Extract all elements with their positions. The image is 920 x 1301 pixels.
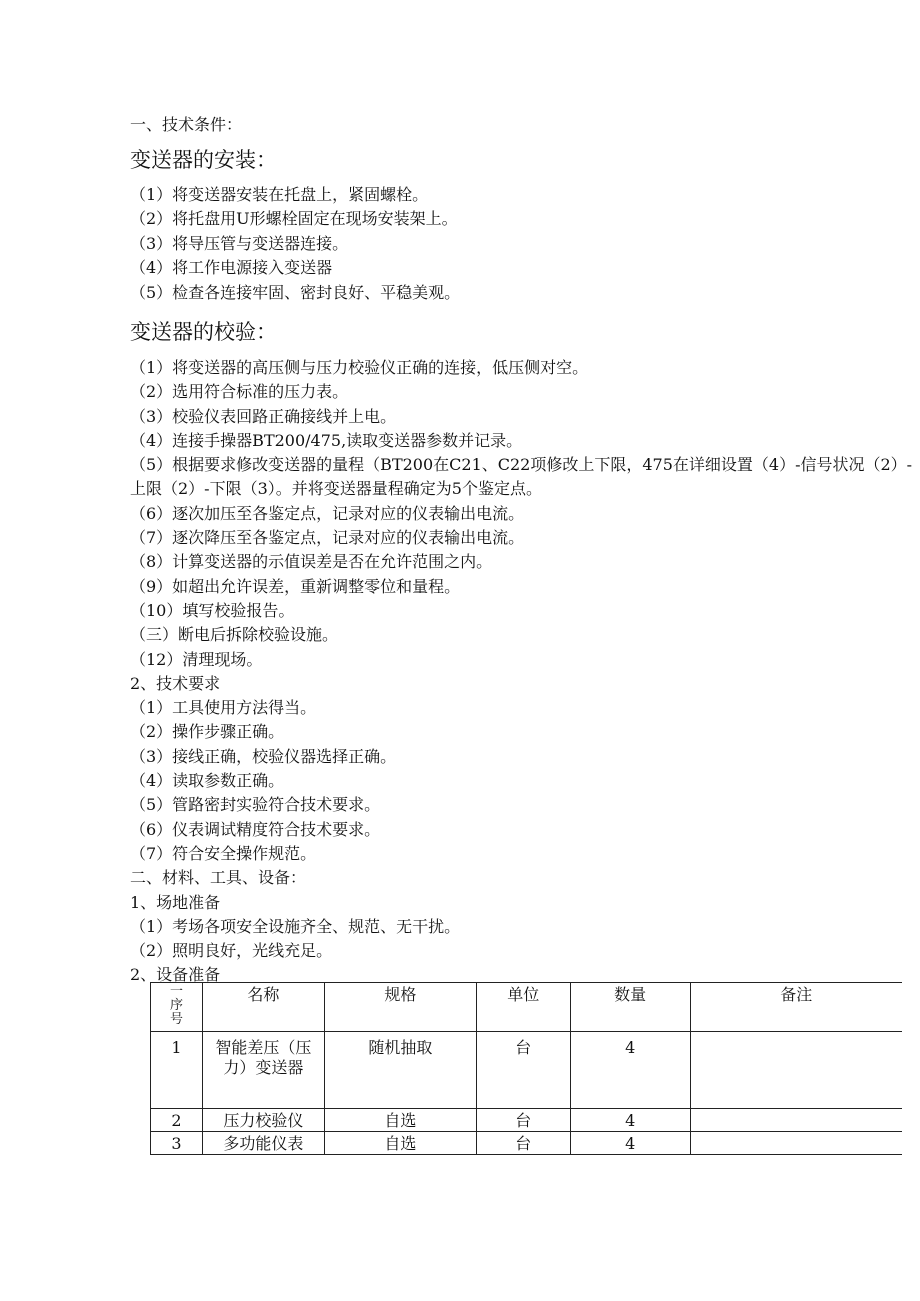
list-item: （1）将变送器安装在托盘上，紧固螺栓。 — [130, 185, 429, 204]
list-item: （5）根据要求修改变送器的量程（BT200在C21、C22项修改上下限，475在详细设置（4）-信号状况（2）-上限（2）-下限（3）。并将变送器量程确定为5个鉴定点。 — [130, 455, 913, 499]
cell-spec: 随机抽取 — [324, 1032, 476, 1109]
cell-qty: 4 — [570, 1109, 690, 1132]
list-item: （三）断电后拆除校验设施。 — [130, 625, 339, 645]
cell-qty: 4 — [570, 1132, 690, 1155]
list-item: （6）逐次加压至各鉴定点，记录对应的仪表输出电流。 — [130, 503, 525, 523]
list-item: （5）检查各连接牢固、密封良好、平稳美观。 — [130, 282, 461, 302]
equipment-table — [150, 982, 902, 1155]
list-item: （1）考场各项安全设施齐全、规范、无干扰。 — [130, 916, 461, 936]
install-steps-list — [130, 183, 460, 305]
list-item: （12）清理现场。 — [130, 649, 263, 669]
header-unit: 单位 — [476, 983, 570, 1032]
section-2-2-title: 2、设备准备 — [130, 965, 221, 985]
list-item: （8）计算变送器的示值误差是否在允许范围之内。 — [130, 552, 493, 572]
cell-note — [690, 1132, 902, 1155]
list-item: （3）校验仪表回路正确接线并上电。 — [130, 406, 397, 426]
list-item: （4）将工作电源接入变送器 — [130, 258, 333, 278]
list-item: （2）操作步骤正确。 — [130, 722, 285, 742]
list-item: （2）照明良好，光线充足。 — [130, 941, 333, 961]
list-item: （1）工具使用方法得当。 — [130, 698, 317, 718]
table-header-row — [151, 983, 903, 1032]
list-item: （1）将变送器的高压侧与压力校验仪正确的连接，低压侧对空。 — [130, 358, 589, 377]
cell-note — [690, 1109, 902, 1132]
header-spec: 规格 — [324, 983, 476, 1032]
cell-qty: 4 — [570, 1032, 690, 1109]
table-row — [151, 1109, 903, 1132]
section-1-2-title: 2、技术要求 — [130, 673, 221, 693]
cell-unit: 台 — [476, 1109, 570, 1132]
list-item: （6）仪表调试精度符合技术要求。 — [130, 819, 381, 839]
cell-seq: 1 — [151, 1032, 203, 1109]
cell-seq: 3 — [151, 1132, 203, 1155]
list-item: （7）逐次降压至各鉴定点，记录对应的仪表输出电流。 — [130, 528, 525, 548]
table-row — [151, 1132, 903, 1155]
cell-unit: 台 — [476, 1132, 570, 1155]
list-item: （7）符合安全操作规范。 — [130, 843, 317, 863]
header-seq: 一 序 号 — [151, 983, 203, 1032]
cell-spec: 自选 — [324, 1109, 476, 1132]
cell-spec: 自选 — [324, 1132, 476, 1155]
list-item: （2）选用符合标准的压力表。 — [130, 382, 349, 402]
section-2-title: 二、材料、工具、设备： — [130, 868, 307, 888]
list-item: （5）管路密封实验符合技术要求。 — [130, 795, 381, 815]
section-1-title: 一、技术条件： — [130, 115, 243, 134]
cell-name: 多功能仪表 — [202, 1132, 324, 1155]
list-item: （10）填写校验报告。 — [130, 600, 295, 620]
list-item: （9）如超出允许误差，重新调整零位和量程。 — [130, 576, 461, 596]
cell-name: 智能差压（压力）变送器 — [202, 1032, 324, 1109]
header-name: 名称 — [202, 983, 324, 1032]
cell-seq: 2 — [151, 1109, 203, 1132]
install-heading: 变送器的安装： — [130, 148, 277, 172]
section-2-1-title: 1、场地准备 — [130, 892, 221, 912]
header-qty: 数量 — [570, 983, 690, 1032]
list-item: （3）将导压管与变送器连接。 — [130, 233, 349, 253]
table-row — [151, 1032, 903, 1109]
cell-name: 压力校验仪 — [202, 1109, 324, 1132]
list-item: （4）读取参数正确。 — [130, 771, 285, 791]
calib-heading: 变送器的校验： — [130, 320, 277, 344]
list-item: （3）接线正确，校验仪器选择正确。 — [130, 746, 397, 766]
cell-note — [690, 1032, 902, 1109]
list-item: （2）将托盘用U形螺栓固定在现场安装架上。 — [130, 209, 458, 229]
calib-steps-list — [130, 356, 920, 988]
list-item: （4）连接手操器BT200/475,读取变送器参数并记录。 — [130, 430, 523, 450]
cell-unit: 台 — [476, 1032, 570, 1109]
header-note: 备注 — [690, 983, 902, 1032]
